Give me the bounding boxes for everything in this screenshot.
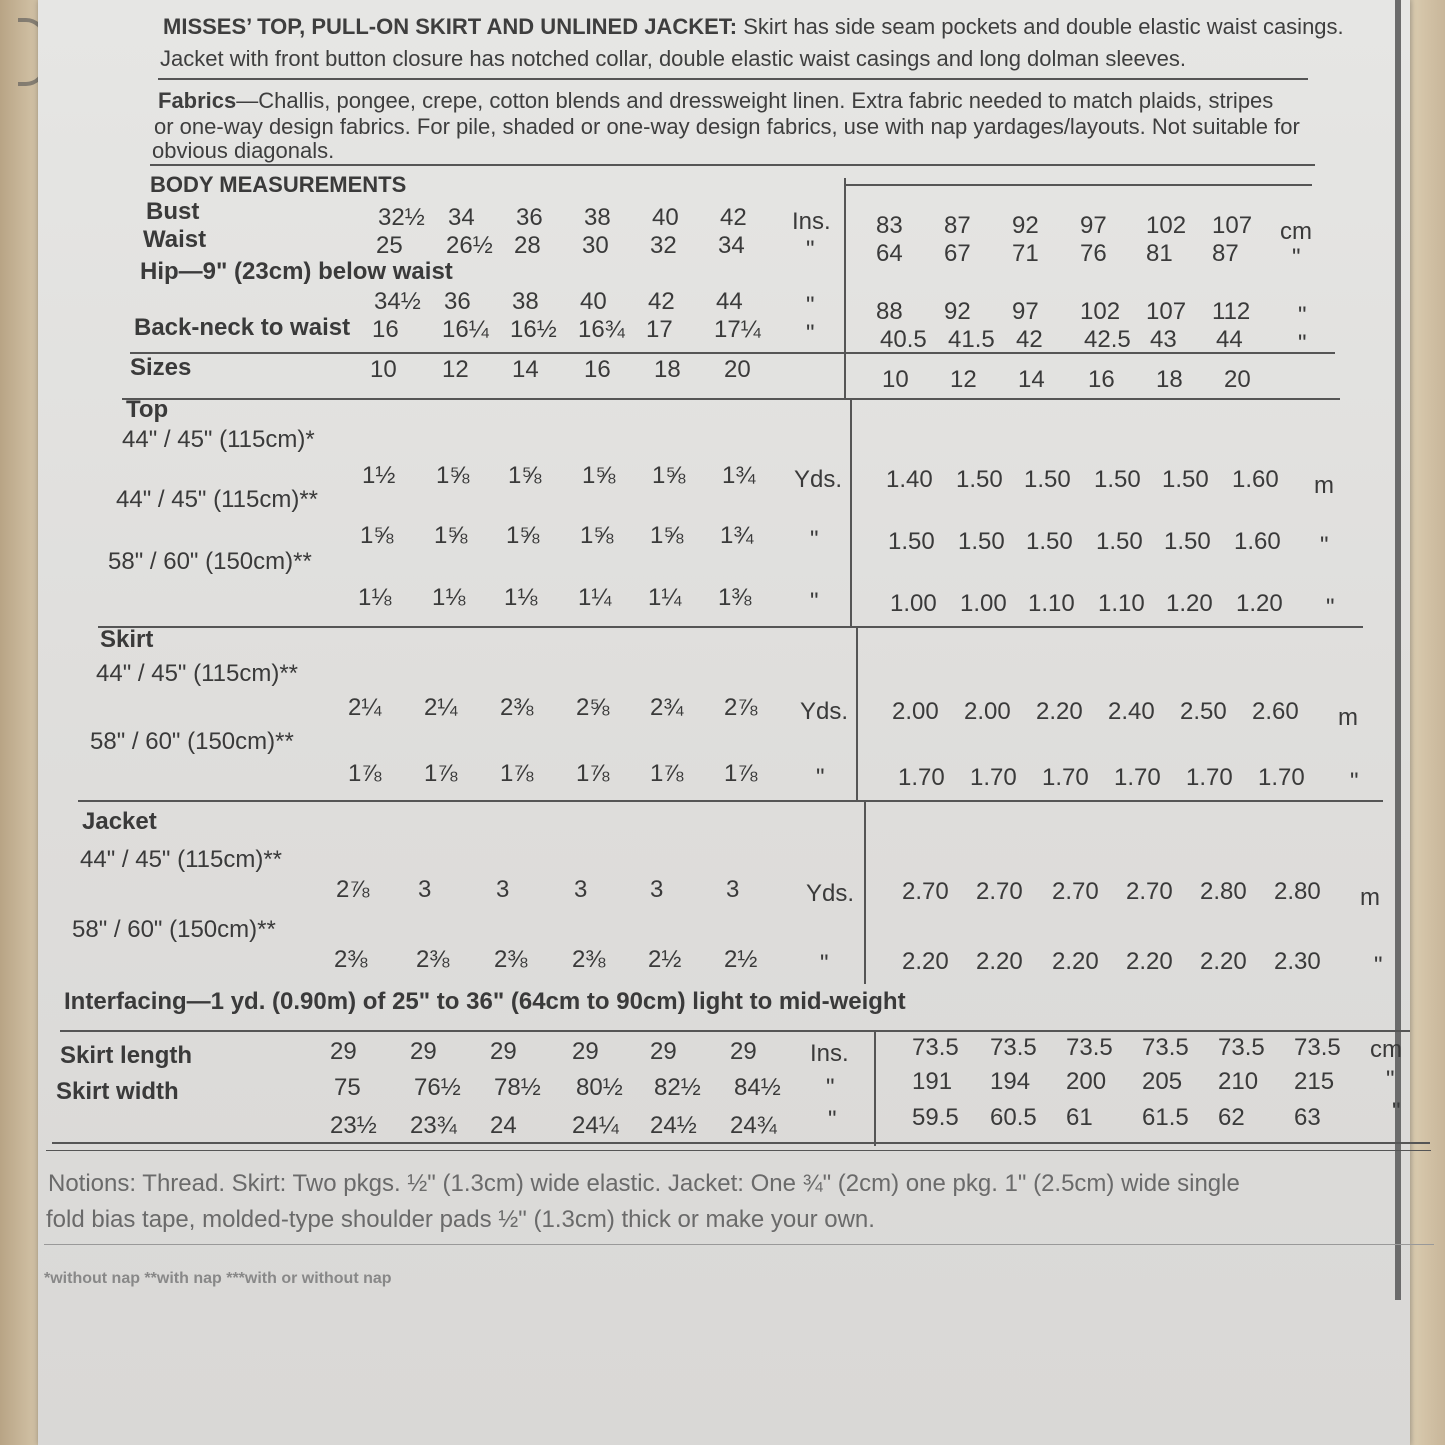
skirt-width-in-1: 75 [334,1074,361,1101]
top-r1-unit: Yds. [794,466,843,493]
skirt-width2-in-5: 24½ [650,1112,697,1139]
top-r2-m-4: 1.50 [1096,528,1143,555]
skirt-r2-m-6: 1.70 [1258,764,1305,791]
backneck-cm-5: 43 [1150,326,1177,353]
hip-cm-unit: " [1298,302,1307,329]
top-r2-yd-3: 1⅝ [506,522,540,549]
skirt-r1-yd-1: 2¼ [348,694,382,721]
top-r1-m-6: 1.60 [1232,466,1279,493]
width2-cm-unit: " [1392,1098,1401,1125]
skirt-r2-yd-3: 1⅞ [500,760,534,787]
skirt-width2-cm-5: 62 [1218,1104,1245,1131]
waist-in-5: 32 [650,232,677,259]
top-r1-m-4: 1.50 [1094,466,1141,493]
bust-in-3: 36 [516,204,543,231]
skirt-width2-in-2: 23¾ [410,1112,457,1139]
skirt-r1-yd-4: 2⅝ [576,694,610,721]
jacket-r1-unit: Yds. [806,880,855,907]
top-r1-m-unit: m [1314,472,1334,499]
skirt-r2-m-unit: " [1350,768,1359,795]
skirt-length-in-1: 29 [330,1038,357,1065]
backneck-cm-6: 44 [1216,326,1243,353]
top-r3-m-unit: " [1326,594,1335,621]
divider-skirt [856,628,858,802]
bust-cm-2: 87 [944,212,971,239]
top-r2-m-6: 1.60 [1234,528,1281,555]
backneck-label: Back-neck to waist [134,314,351,341]
fabrics-line-1 [158,88,1273,114]
skirt-r2-yd-1: 1⅞ [348,760,382,787]
finished-double-rule [46,1150,1431,1151]
jacket-label: Jacket [82,808,157,835]
divider-finished [874,1030,876,1146]
bust-in-4: 38 [584,204,611,231]
jacket-r2-yd-1: 2⅜ [334,946,368,973]
backneck-cm-2: 41.5 [948,326,995,353]
waist-in-1: 25 [376,232,403,259]
skirt-length-in-3: 29 [490,1038,517,1065]
top-r3-m-4: 1.10 [1098,590,1145,617]
skirt-r2-unit: " [816,764,825,791]
size-in-6: 20 [724,356,751,383]
finished-bottom-rule [52,1142,1430,1144]
width-cm-unit: " [1386,1066,1395,1093]
hip-cm-6: 112 [1212,298,1251,325]
skirt-r1-m-3: 2.20 [1036,698,1083,725]
bust-in-2: 34 [448,204,475,231]
size-cm-2: 12 [950,366,977,393]
top-r1-yd-3: 1⅝ [508,462,542,489]
skirt-width-cm-4: 205 [1142,1068,1183,1095]
jacket-r2-yd-4: 2⅜ [572,946,606,973]
skirt-r2-yd-6: 1⅞ [724,760,758,787]
notions-line-1: Notions: Thread. Skirt: Two pkgs. ½" (1.3cm) wide elastic. Jacket: One ¾" (2cm) one pkg. 1" (2.5cm) wide single [48,1170,1240,1197]
skirt-r1-m-unit: m [1338,704,1358,731]
jacket-r2-m-5: 2.20 [1200,948,1247,975]
top-r1-yd-6: 1¾ [722,462,756,489]
skirt-width2-in-4: 24¼ [572,1112,619,1139]
top-r3-yd-3: 1⅛ [504,584,538,611]
backneck-cm-4: 42.5 [1084,326,1131,353]
bust-cm-6: 107 [1212,212,1253,239]
skirt-width2-cm-3: 61 [1066,1104,1093,1131]
skirt-width-cm-6: 215 [1294,1068,1335,1095]
skirt-length-in-6: 29 [730,1038,757,1065]
top-r2-m-unit: " [1320,532,1329,559]
top-r1-m-2: 1.50 [956,466,1003,493]
top-fabric-2: 44" / 45" (115cm)** [116,486,319,513]
skirt-width2-in-6: 24¾ [730,1112,777,1139]
skirt-length-cm-5: 73.5 [1218,1034,1265,1061]
jacket-r2-m-3: 2.20 [1052,948,1099,975]
top-r1-yd-1: 1½ [362,462,396,489]
skirt-width2-in-1: 23½ [330,1112,377,1139]
backneck-in-3: 16½ [510,316,557,343]
top-r2-unit: " [810,526,819,553]
bust-in-5: 40 [652,204,679,231]
waist-in-4: 30 [582,232,609,259]
skirt-r1-unit: Yds. [800,698,849,725]
waist-cm-1: 64 [876,240,903,267]
bust-cm-3: 92 [1012,212,1039,239]
skirt-r2-m-1: 1.70 [898,764,945,791]
jacket-r1-m-3: 2.70 [1052,878,1099,905]
jacket-r1-yd-3: 3 [496,876,510,903]
waist-cm-unit: " [1292,244,1301,271]
skirt-width-in-3: 78½ [494,1074,541,1101]
top-r2-yd-1: 1⅝ [360,522,394,549]
jacket-r1-m-unit: m [1360,884,1380,911]
jacket-fabric-2: 58" / 60" (150cm)** [72,916,276,943]
fabrics-line-1-text: —Challis, pongee, crepe, cotton blends and dressweight linen. Extra fabric needed to match plaids, stripes [236,88,1274,113]
skirt-fabric-2: 58" / 60" (150cm)** [90,728,294,755]
size-cm-4: 16 [1088,366,1115,393]
intro-rule [158,78,1308,80]
jacket-r2-m-6: 2.30 [1274,948,1321,975]
sizes-bottom-rule [122,398,1340,400]
skirt-r1-m-6: 2.60 [1252,698,1299,725]
jacket-r2-m-4: 2.20 [1126,948,1173,975]
fabrics-line-3: obvious diagonals. [152,138,335,163]
skirt-width-cm-3: 200 [1066,1068,1107,1095]
skirt-width2-cm-6: 63 [1294,1104,1321,1131]
jacket-r1-m-6: 2.80 [1274,878,1321,905]
backneck-in-2: 16¼ [442,316,489,343]
top-r2-yd-4: 1⅝ [580,522,614,549]
top-fabric-1: 44" / 45" (115cm)* [122,426,315,453]
skirt-r2-yd-5: 1⅞ [650,760,684,787]
backneck-in-4: 16¾ [578,316,625,343]
top-r1-m-3: 1.50 [1024,466,1071,493]
top-r1-yd-5: 1⅝ [652,462,686,489]
skirt-length-cm-2: 73.5 [990,1034,1037,1061]
hip-in-1: 34½ [374,288,421,315]
skirt-width-in-5: 82½ [654,1074,701,1101]
top-r3-yd-2: 1⅛ [432,584,466,611]
top-r3-m-2: 1.00 [960,590,1007,617]
skirt-length-cm-1: 73.5 [912,1034,959,1061]
jacket-r2-yd-6: 2½ [724,946,758,973]
skirt-width2-in-3: 24 [490,1112,517,1139]
jacket-r2-yd-5: 2½ [648,946,682,973]
hip-cm-5: 107 [1146,298,1187,325]
size-cm-1: 10 [882,366,909,393]
skirt-length-cm-3: 73.5 [1066,1034,1113,1061]
size-in-2: 12 [442,356,469,383]
waist-in-3: 28 [514,232,541,259]
jacket-r2-m-2: 2.20 [976,948,1023,975]
footnote: *without nap **with nap ***with or without nap [44,1270,392,1287]
waist-cm-6: 87 [1212,240,1239,267]
hip-in-5: 42 [648,288,675,315]
size-in-1: 10 [370,356,397,383]
top-r1-m-1: 1.40 [886,466,933,493]
bust-cm-4: 97 [1080,212,1107,239]
hip-in-6: 44 [716,288,743,315]
skirt-length-in-4: 29 [572,1038,599,1065]
top-r3-yd-4: 1¼ [578,584,612,611]
hip-cm-4: 102 [1080,298,1121,325]
top-r3-unit: " [810,588,819,615]
skirt-width2-cm-4: 61.5 [1142,1104,1189,1131]
top-r1-m-5: 1.50 [1162,466,1209,493]
hip-in-3: 38 [512,288,539,315]
fabrics-line-2: or one-way design fabrics. For pile, shaded or one-way design fabrics, use with nap yardages/layouts. Not suitable for [154,114,1300,139]
bust-cm-5: 102 [1146,212,1187,239]
hip-label: Hip—9" (23cm) below waist [140,258,453,285]
skirt-width-cm-5: 210 [1218,1068,1259,1095]
skirt-r1-yd-5: 2¾ [650,694,684,721]
backneck-cm-1: 40.5 [880,326,927,353]
top-r2-m-5: 1.50 [1164,528,1211,555]
top-r2-yd-5: 1⅝ [650,522,684,549]
jacket-r2-yd-3: 2⅜ [494,946,528,973]
skirt-width-in-2: 76½ [414,1074,461,1101]
top-r2-m-3: 1.50 [1026,528,1073,555]
hip-cm-3: 97 [1012,298,1039,325]
size-in-5: 18 [654,356,681,383]
length-unit: Ins. [810,1040,849,1067]
skirt-width2-cm-2: 60.5 [990,1104,1037,1131]
skirt-r2-m-2: 1.70 [970,764,1017,791]
waist-unit: " [806,236,815,263]
jacket-r2-unit: " [820,950,829,977]
size-in-3: 14 [512,356,539,383]
sizes-label: Sizes [130,354,192,381]
skirt-r1-yd-6: 2⅞ [724,694,758,721]
cm-header-rule [846,184,1312,186]
jacket-r2-yd-2: 2⅜ [416,946,450,973]
skirt-r2-m-4: 1.70 [1114,764,1161,791]
skirt-bottom-rule [78,800,1383,802]
top-fabric-3: 58" / 60" (150cm)** [108,548,312,575]
jacket-r1-yd-6: 3 [726,876,740,903]
backneck-cm-3: 42 [1016,326,1043,353]
top-r3-m-1: 1.00 [890,590,937,617]
waist-cm-4: 76 [1080,240,1107,267]
bust-in-6: 42 [720,204,747,231]
interfacing-text: Interfacing—1 yd. (0.90m) of 25" to 36" (64cm to 90cm) light to mid-weight [64,988,906,1015]
jacket-r2-m-1: 2.20 [902,948,949,975]
backneck-in-5: 17 [646,316,673,343]
hip-cm-2: 92 [944,298,971,325]
skirt-r2-yd-2: 1⅞ [424,760,458,787]
skirt-r1-m-5: 2.50 [1180,698,1227,725]
skirt-r2-m-5: 1.70 [1186,764,1233,791]
size-in-4: 16 [584,356,611,383]
top-r2-yd-2: 1⅝ [434,522,468,549]
jacket-r1-yd-2: 3 [418,876,432,903]
top-r3-yd-6: 1⅜ [718,584,752,611]
skirt-length-cm-6: 73.5 [1294,1034,1341,1061]
jacket-r2-m-unit: " [1374,952,1383,979]
hip-unit: " [806,292,815,319]
bust-cm-unit: cm [1280,218,1312,245]
intro-line-1 [163,14,1344,40]
skirt-r1-yd-3: 2⅜ [500,694,534,721]
jacket-r1-yd-4: 3 [574,876,588,903]
fabrics-label: Fabrics [158,88,237,113]
top-r1-yd-4: 1⅝ [582,462,616,489]
top-r3-m-6: 1.20 [1236,590,1283,617]
intro-title: MISSES’ TOP, PULL-ON SKIRT AND UNLINED JACKET: [163,14,738,39]
size-cm-3: 14 [1018,366,1045,393]
table-top-rule [150,164,1315,166]
skirt-r1-yd-2: 2¼ [424,694,458,721]
skirt-width-cm-1: 191 [912,1068,953,1095]
jacket-fabric-1: 44" / 45" (115cm)** [80,846,283,873]
top-r3-m-3: 1.10 [1028,590,1075,617]
top-label: Top [126,396,169,423]
waist-in-2: 26½ [446,232,493,259]
bust-in-1: 32½ [378,204,425,231]
size-cm-6: 20 [1224,366,1251,393]
width2-unit: " [828,1106,837,1133]
jacket-r1-m-4: 2.70 [1126,878,1173,905]
body-measurements-heading: BODY MEASUREMENTS [150,172,407,197]
divider-jacket [864,802,866,984]
notions-line-2: fold bias tape, molded-type shoulder pads ½" (1.3cm) thick or make your own. [46,1206,875,1233]
skirt-width-in-6: 84½ [734,1074,781,1101]
skirt-fabric-1: 44" / 45" (115cm)** [96,660,299,687]
backneck-unit: " [806,320,815,347]
jacket-r1-yd-1: 2⅞ [336,876,370,903]
skirt-length-cm-4: 73.5 [1142,1034,1189,1061]
skirt-label: Skirt [100,626,154,653]
jacket-r1-yd-5: 3 [650,876,664,903]
waist-label: Waist [143,226,207,253]
interfacing-bottom-rule [60,1030,1410,1032]
size-cm-5: 18 [1156,366,1183,393]
skirt-length-label: Skirt length [60,1042,193,1069]
skirt-r2-m-3: 1.70 [1042,764,1089,791]
top-r2-m-2: 1.50 [958,528,1005,555]
bust-unit: Ins. [792,208,831,235]
skirt-width2-cm-1: 59.5 [912,1104,959,1131]
skirt-width-in-4: 80½ [576,1074,623,1101]
top-r3-yd-5: 1¼ [648,584,682,611]
bust-cm-1: 83 [876,212,903,239]
skirt-r1-m-2: 2.00 [964,698,1011,725]
skirt-width-cm-2: 194 [990,1068,1031,1095]
hip-in-2: 36 [444,288,471,315]
bust-label: Bust [146,198,200,225]
waist-in-6: 34 [718,232,745,259]
divider-top [850,400,852,628]
waist-cm-3: 71 [1012,240,1039,267]
skirt-r1-m-4: 2.40 [1108,698,1155,725]
intro-line-1-text: Skirt has side seam pockets and double elastic waist casings. [743,14,1344,39]
skirt-width-label: Skirt width [56,1078,179,1105]
hip-cm-1: 88 [876,298,903,325]
backneck-in-1: 16 [372,316,399,343]
skirt-r2-yd-4: 1⅞ [576,760,610,787]
jacket-r1-m-1: 2.70 [902,878,949,905]
divider-body [844,178,846,400]
width-unit: " [826,1074,835,1101]
skirt-length-in-5: 29 [650,1038,677,1065]
jacket-r1-m-5: 2.80 [1200,878,1247,905]
top-r3-yd-1: 1⅛ [358,584,392,611]
top-r3-m-5: 1.20 [1166,590,1213,617]
top-bottom-rule [98,626,1363,628]
top-r1-yd-2: 1⅝ [436,462,470,489]
length-cm-unit: cm [1370,1036,1402,1063]
top-r2-m-1: 1.50 [888,528,935,555]
skirt-length-in-2: 29 [410,1038,437,1065]
hip-in-4: 40 [580,288,607,315]
intro-line-2: Jacket with front button closure has notched collar, double elastic waist casings and long dolman sleeves. [160,46,1187,71]
waist-cm-5: 81 [1146,240,1173,267]
jacket-r1-m-2: 2.70 [976,878,1023,905]
top-r2-yd-6: 1¾ [720,522,754,549]
notions-rule [44,1244,1434,1245]
backneck-in-6: 17¼ [714,316,761,343]
waist-cm-2: 67 [944,240,971,267]
skirt-r1-m-1: 2.00 [892,698,939,725]
backneck-cm-unit: " [1298,330,1307,357]
